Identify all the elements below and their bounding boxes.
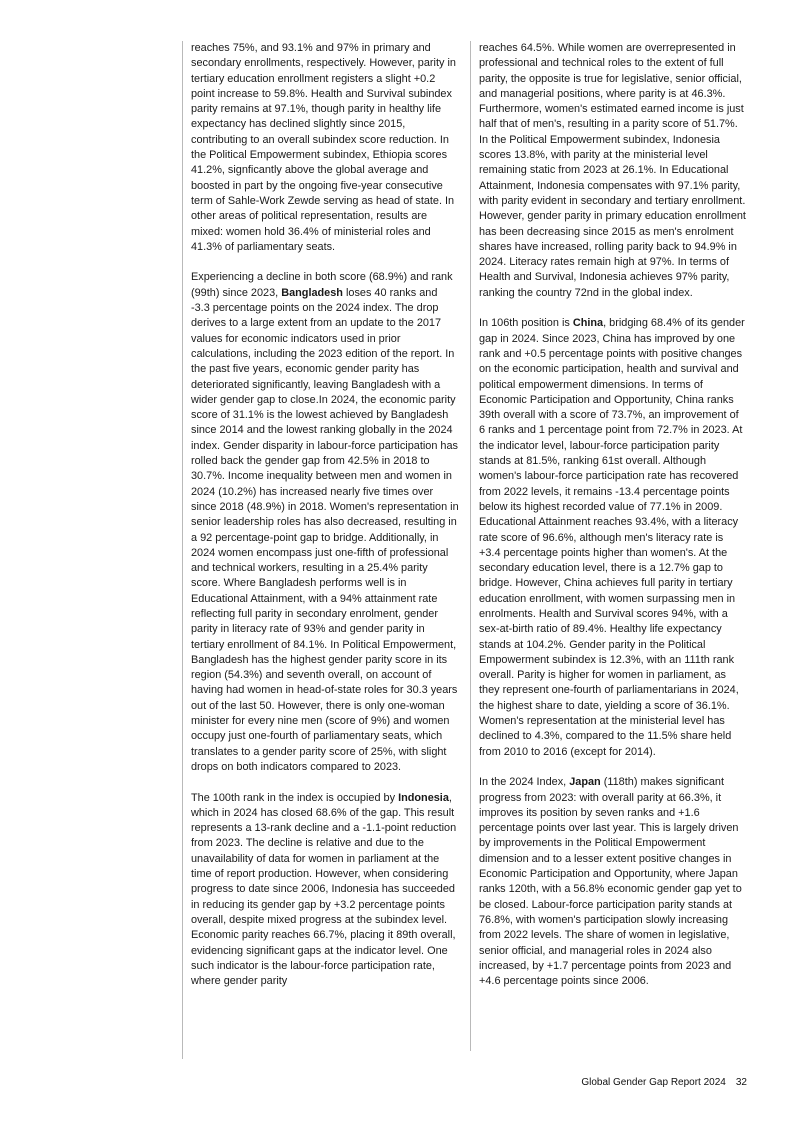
japan-intro: In the 2024 Index, bbox=[479, 776, 570, 789]
left-column-rule bbox=[182, 41, 183, 1059]
bangladesh-intro: Experiencing a decline in both score (68.9%) and rank (99th) since 2023, bbox=[191, 271, 453, 299]
country-name-japan: Japan bbox=[569, 776, 601, 789]
indonesia-continued-paragraph: reaches 64.5%. While women are overrepresented in professional and technical roles to the extent of full parity, the opposite is true for legislative, senior official, and managerial positions, where parity is at 46.3%. Furthermore, women's estimated earned income is just half that of men's, resulting in a parity score of 51.7%. In the Political Empowerment subindex, Indonesia scores 13.8%, with parity at the ministerial level remaining static from 2023 at 26.1%. In Educational Attainment, Indonesia compensates with 97.1% parity, with parity evident in secondary and tertiary enrollment. However, gender parity in primary education enrollment has been decreasing since 2015 as men's enrolment shares have increased, rolling parity back to 94.9% in 2024. Literacy rates remain high at 97%. In terms of Health and Survival, Indonesia achieves 97% parity, ranking the country 72nd in the global index. bbox=[479, 42, 746, 299]
ethiopia-paragraph: reaches 75%, and 93.1% and 97% in primary and secondary enrollments, respectively. However, parity in tertiary education enrollment registers a slight +0.2 point increase to 59.8%. Health and Survival subindex parity remains at 97.1%, though parity in healthy life expectancy has declined slightly since 2015, contributing to an overall subindex score reduction. In the Political Empowerment subindex, Ethiopia scores 41.2%, signficantly above the global average and boosted in part by the ongoing five-year consecutive term of Sahle-Work Zewde serving as head of state. In other areas of political representation, results are mixed: women hold 36.4% of ministerial roles and 41.3% of parliamentary seats. bbox=[191, 42, 456, 253]
left-column bbox=[191, 41, 459, 989]
country-name-indonesia: Indonesia bbox=[398, 791, 449, 804]
right-column bbox=[479, 41, 747, 989]
china-paragraph bbox=[479, 316, 747, 760]
country-name-bangladesh: Bangladesh bbox=[281, 286, 343, 299]
indonesia-intro: The 100th rank in the index is occupied by bbox=[191, 791, 399, 804]
indonesia-body: , which in 2024 has closed 68.6% of the gap. This result represents a 13-rank decline and a -1.1-point reduction from 2023. The decline is relative and due to the unavailability of data for women in parliament at the time of report production. However, when considering progress to date since 2006, Indonesia has succeeded in reducing its gender gap by +3.2 percentage points overall, despite mixed progress at the subindex level. Economic parity reaches 66.7%, placing it 89th overall, evidencing significant gaps at the indicator level. One such indicator is the labour-force participation rate, where gender parity bbox=[191, 791, 457, 988]
japan-paragraph bbox=[479, 775, 747, 989]
china-intro: In 106th position is bbox=[479, 317, 573, 330]
bangladesh-body: loses 40 ranks and -3.3 percentage points on the 2024 index. The drop derives to a large extent from an update to the 2017 values for economic indicators used in prior calculations, including the 2023 edition of the report. In the past five years, economic gender parity has deteriorated significantly, leaving Bangladesh with a wider gender gap to close.In 2024, the economic parity score of 31.1% is the lowest achieved by Bangladesh since 2014 and the lowest ranking globally in the 2024 index. Gender disparity in labour-force participation has rolled back the gender gap from 42.5% in 2018 to 30.7%. Income inequality between men and women in 2024 (10.2%) has increased nearly five times over since 2018 (48.9%) in 2018. Women's representation in senior leadership roles has also decreased, resulting in a 92 percentage-point gap to bridge. Additionally, in 2024 women encompass just one-fifth of professional and technical workers, resulting in a 25.4% parity score. Where Bangladesh performs well is in Educational Attainment, with a 94% attainment rate reflecting full parity in secondary enrolment, gender parity in literacy rate of 93% and gender parity in tertiary enrollment of 84.1%. In Political Empowerment, Bangladesh has the highest gender parity score in its region (54.3%) and seventh overall, on account of having had women in head-of-state roles for 30.3 years out of the last 50. However, there is only one-woman minister for every nine men (score of 9%) and women occupy just one-fourth of parliamentary seats, which translates to a gender parity score of 25%, with slight drops on both indicators compared to 2023. bbox=[191, 286, 459, 773]
page-footer bbox=[581, 1077, 747, 1089]
bangladesh-paragraph bbox=[191, 270, 459, 775]
right-column-rule bbox=[470, 41, 471, 1051]
china-body: , bridging 68.4% of its gender gap in 2024. Since 2023, China has improved by one rank and +0.5 percentage points with positive changes on the economic participation, health and survival and political empowerment dimensions. In terms of Economic Participation and Opportunity, China ranks 39th overall with a score of 73.7%, an improvement of 6 ranks and 1 percentage point from 72.7% in 2023. At the indicator level, labour-force participation parity stands at 81.5%, ranking 61st overall. Although women's labour-force participation rate has recovered from 2022 levels, it remains -13.4 percentage points below its highest recorded value of 77.1% in 2009. Educational Attainment reaches 93.4%, with a literacy rate score of 96.6%, although men's literacy rate is +3.4 percentage points higher than women's. At the secondary education level, there is a 12.7% gap to bridge. However, China achieves full parity in tertiary education enrollment, with women surpassing men in enrolments. Health and Survival scores 94%, with a sex-at-birth ratio of 89.4%. Healthy life expectancy stands at 104.2%. Gender parity in the Political Empowerment subindex is 12.3%, with an 111th rank overall. Parity is higher for women in parliament, as they represent one-fourth of parliamentarians in 2024, the highest share to date, yielding a score of 36.1%. Women's representation at the ministerial level has declined to 4.3%, compared to the 11.5% share held from 2010 to 2016 (except for 2014). bbox=[479, 317, 745, 758]
report-title: Global Gender Gap Report 2024 bbox=[581, 1077, 726, 1088]
country-name-china: China bbox=[572, 317, 604, 330]
page-number: 32 bbox=[735, 1077, 747, 1088]
japan-body: (118th) makes significant progress from 2023: with overall parity at 66.3%, it improves its position by seven ranks and +1.6 percentage points over last year. This is largely driven by improvements in the Political Empowerment dimension and to a lesser extent positive changes in Economic Participation and Opportunity, where Japan ranks 120th, with a 56.8% economic gender gap yet to be closed. Labour-force participation parity stands at 76.8%, with women's participation slowly increasing from 2022 levels. The share of women in legislative, senior official, and managerial roles in 2024 also increased, by +1.7 percentage points from 2023 and +4.6 percentage points since 2006. bbox=[479, 776, 742, 988]
indonesia-paragraph bbox=[191, 791, 459, 990]
